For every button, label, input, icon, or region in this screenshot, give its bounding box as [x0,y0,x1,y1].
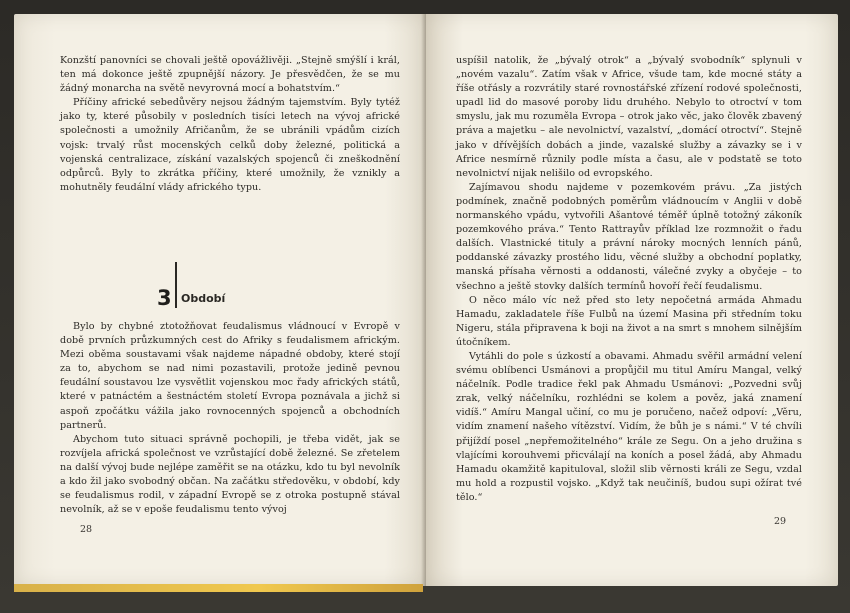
left-page [14,14,426,586]
paragraph: Příčiny africké sebedůvěry nejsou žádným tajemstvím. Byly tytéž jako ty, které působily v posledních tisíci letech na vývoj africké společnosti a umožnily Afričanům, že se ubránili vpádům cizích vojsk: trvalý růst mocenských celků doby železné, politická a vojenská centralizace, získání vazalských spojenců či zneškodnění odpůrců. Byly to zkrátka příčiny, které umožnily, že vznikly a mohutněly feudální vlády afrického typu. [60,97,400,193]
paragraph: O něco málo víc než před sto lety nepočetná armáda Ahmadu Hamadu, zakladatele říše Fulbů na území Masina při středním toku Nigeru, stála připravena k boji na život a na smrt s mnohem silnějším útočníkem. [456,294,802,348]
right-page [426,14,838,586]
paragraph: Zajímavou shodu najdeme v pozemkovém právu. „Za jistých podmínek, značně podobných poměrům vládnoucím v Anglii v době normanského vpádu, vytvořili Ašantové téměř úplně totožný zákoník pozemkového práva.“ Tento Rattrayův příklad lze rozmnožit o řadu dalších. Vlastnické tituly a právní nároky mocných lenních pánů, poddanské závazky prostého lidu, věcné služby a obchodní poplatky, manská přísaha věrnosti a oddanosti, válečné zvyky a obyčeje – to všechno a ještě stovky dalších termínů hovoří řečí feudalismu. [456,181,802,292]
page-edge [14,584,423,592]
paragraph: Abychom tuto situaci správně pochopili, je třeba vidět, jak se rozvíjela africká společnost ve vzrůstající době železné. Se zřetelem na další vývoj bude nejlépe zaměřit se na otázku, kdo tu byl nevolník a kdo žil jako svobodný občan. Na začátku středověku, v období, kdy se feudalismus rodil, v západní Evropě se z otroka postupně stával nevolník, až se v epoše feudalismu tento vývoj [60,433,400,516]
paragraph: Konzští panovníci se chovali ještě opovážlivěji. „Stejně smýšlí i král, ten má dokonce ještě zpupnější názory. Je přesvědčen, že se mu žádný monarcha na světě nevyrovná mocí a bohatstvím.“ [60,55,400,95]
paragraph: uspíšil natolik, že „bývalý otrok“ a „bývalý svobodník“ splynuli v „novém vazalu“. Zatím však v Africe, všude tam, kde mocné státy a říše otřásly a rozvrátily staré rovnostářské zřízení rodové společnosti, upadl lid do masové poroby lidu druhého. Nebylo to otroctví v tom smyslu, jak mu rozuměla Evropa – otrok jako věc, jako člověk zbavený práva a majetku – ale nevolnictví, vazalství, „domácí otroctví“. Stejně jako v dřívějších dobách a jinde, vazalské služby a závazky se i v Africe nesmírně různily podle místa a času, ale v podstatě se toto nevolnictví nijak nelišilo od evropského. [456,55,802,179]
left-bottom-text [60,320,400,517]
right-text [456,54,802,505]
chapter-number: 3 [157,286,172,310]
left-top-text [60,54,400,195]
page-number-right: 29 [774,516,787,527]
chapter-divider [175,262,177,308]
page-number-left: 28 [80,524,93,535]
paragraph: Bylo by chybné ztotožňovat feudalismus vládnoucí v Evropě v době prvních průzkumných cest do Afriky s feudalismem africkým. Mezi oběma soustavami však najdeme nápadné obdoby, které stojí za to, abychom se nad nimi pozastavili, protože jedině pevnou feudální soustavou lze vysvětlit vojenskou moc řady afrických států, které v patnáctém a šestnáctém století Evropa poznávala a jichž si aspoň zpočátku vážila jako rovnocenných spojenců a obchodních partnerů. [60,321,400,431]
chapter-title: Období [181,292,226,305]
paragraph: Vytáhli do pole s úzkostí a obavami. Ahmadu svěřil armádní velení svému oblíbenci Usmánovi a propůjčil mu titul Amíru Mangal, velký náčelník. Podle tradice řekl pak Ahmadu Usmánovi: „Pozvedni svůj zrak, velký náčelníku, rozhlédni se kolem a pověz, jaká znamení vidíš.“ Amíru Mangal učiní, co mu je poručeno, načež odpoví: „Věru, vidím znamení našeho vítězství. Vidím, že bůh je s námi.“ V té chvíli přijíždí posel „nepřemožitelného“ krále ze Segu. On a jeho družina s vlajícími korouhvemi přicválají na koních a posel žádá, aby Ahmadu Hamadu okamžitě kapituloval, složil slib věrnosti králi ze Segu, vzdal mu hold a rozpustil vojsko. „Když tak neučiníš, budou supi ožírat tvé tělo.“ [456,350,802,503]
